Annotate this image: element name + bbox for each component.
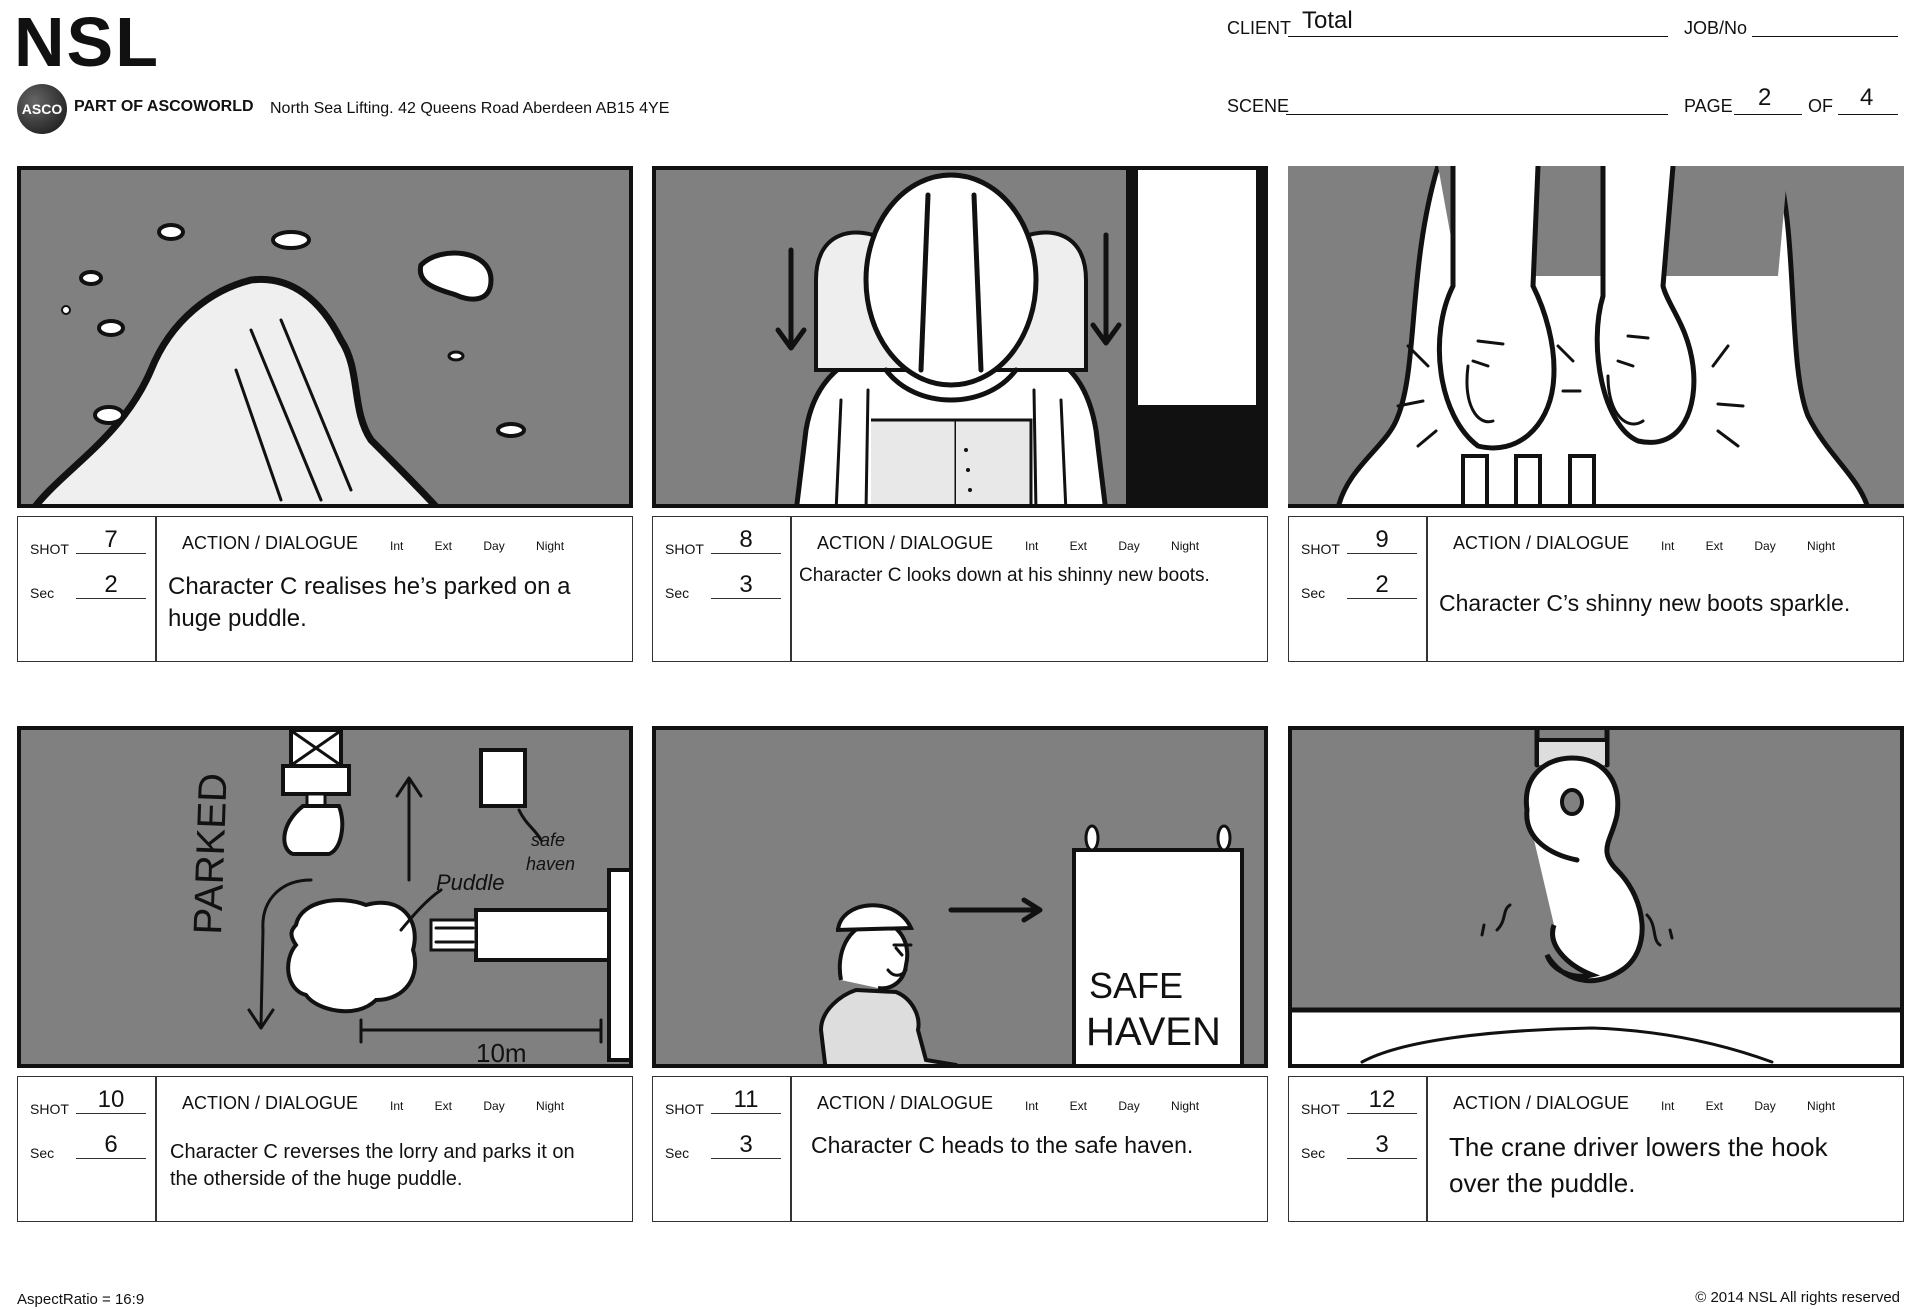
int-ext-day-night-options: Int Ext Day Night — [1025, 539, 1200, 553]
haven-label: haven — [526, 854, 576, 874]
int-ext-day-night-options: Int Ext Day Night — [390, 1099, 565, 1113]
puddle-sketch — [21, 170, 633, 508]
seconds-label: Sec — [30, 1145, 55, 1161]
int-ext-day-night-options: Int Ext Day Night — [1025, 1099, 1200, 1113]
details-divider — [155, 1077, 157, 1221]
shot-number: 11 — [711, 1087, 781, 1114]
haven-sign-text: HAVEN — [1086, 1010, 1221, 1054]
seconds-value: 6 — [76, 1132, 146, 1159]
page-value: 2 — [1758, 84, 1772, 111]
action-description: Character C’s shinny new boots sparkle. — [1439, 590, 1851, 616]
copyright-notice: © 2014 NSL All rights reserved — [1695, 1289, 1900, 1306]
shot-number: 8 — [711, 527, 781, 554]
safe-sign-text: SAFE — [1089, 965, 1184, 1006]
panel-shot-9 — [1288, 166, 1904, 508]
panel-shot-12 — [1288, 726, 1904, 1068]
safe-label: safe — [531, 830, 566, 850]
shot-label: SHOT — [1301, 541, 1340, 557]
action-dialogue-label: ACTION / DIALOGUE — [817, 533, 994, 553]
seconds-value: 3 — [711, 1132, 781, 1159]
details-divider — [1426, 1077, 1428, 1221]
shot-number: 10 — [76, 1087, 146, 1114]
seconds-value: 2 — [76, 572, 146, 599]
seconds-label: Sec — [665, 585, 690, 601]
action-description: Character C heads to the safe haven. — [811, 1132, 1194, 1158]
page-label: PAGE — [1684, 96, 1733, 116]
shot-10-details — [17, 1076, 633, 1222]
puddle-label: Puddle — [436, 870, 505, 895]
shot-label: SHOT — [1301, 1101, 1340, 1117]
shot-11-details — [652, 1076, 1268, 1222]
panel-shot-11 — [652, 726, 1268, 1068]
seconds-label: Sec — [1301, 1145, 1326, 1161]
action-dialogue-label: ACTION / DIALOGUE — [1453, 1093, 1630, 1113]
aspect-ratio-note: AspectRatio = 16:9 — [17, 1291, 145, 1308]
job-number-label: JOB/No — [1684, 18, 1748, 38]
action-dialogue-label: ACTION / DIALOGUE — [1453, 533, 1630, 553]
panel-shot-8 — [652, 166, 1268, 508]
shot-number: 7 — [76, 527, 146, 554]
details-divider — [1426, 517, 1428, 661]
action-description: Character C looks down at his shinny new boots. — [799, 565, 1210, 586]
crane-hook-sketch — [1292, 730, 1904, 1068]
action-dialogue-label: ACTION / DIALOGUE — [182, 533, 359, 553]
panel-shot-10 — [17, 726, 633, 1068]
heading-to-safe-haven-sketch — [656, 730, 1268, 1068]
nsl-logo: NSL — [14, 3, 160, 81]
page-field-line — [1734, 114, 1802, 115]
of-label: OF — [1808, 96, 1833, 116]
shot-number: 12 — [1347, 1087, 1417, 1114]
shot-9-details — [1288, 516, 1904, 662]
seconds-value: 3 — [711, 572, 781, 599]
seconds-label: Sec — [30, 585, 55, 601]
int-ext-day-night-options: Int Ext Day Night — [1661, 1099, 1836, 1113]
seconds-label: Sec — [665, 1145, 690, 1161]
shot-7-details — [17, 516, 633, 662]
scene-field-line — [1286, 114, 1668, 115]
client-value: Total — [1302, 7, 1353, 34]
int-ext-day-night-options: Int Ext Day Night — [1661, 539, 1836, 553]
shot-label: SHOT — [30, 541, 69, 557]
asco-logo-badge: ASCO — [17, 84, 67, 134]
company-address: North Sea Lifting. 42 Queens Road Aberdeen AB15 4YE — [270, 100, 670, 117]
distance-label: 10m — [476, 1038, 527, 1068]
shot-label: SHOT — [665, 541, 704, 557]
shot-label: SHOT — [30, 1101, 69, 1117]
action-description: Character C reverses the lorry and parks it on the otherside of the huge puddle. — [170, 1141, 575, 1190]
parking-diagram-sketch — [21, 730, 633, 1068]
seconds-label: Sec — [1301, 585, 1326, 601]
client-label: CLIENT — [1227, 18, 1292, 38]
client-field-line — [1288, 36, 1668, 37]
panel-shot-7 — [17, 166, 633, 508]
action-dialogue-label: ACTION / DIALOGUE — [817, 1093, 994, 1113]
action-description: Character C realises he’s parked on a huge puddle. — [168, 573, 571, 632]
sparkling-boots-sketch — [1288, 166, 1904, 508]
action-description: The crane driver lowers the hook over the puddle. — [1449, 1132, 1828, 1198]
total-pages-value: 4 — [1860, 84, 1874, 111]
seconds-value: 2 — [1347, 572, 1417, 599]
part-of-ascoworld: PART OF ASCOWORLD — [74, 98, 254, 115]
details-divider — [790, 1077, 792, 1221]
job-number-field-line — [1752, 36, 1898, 37]
shot-12-details — [1288, 1076, 1904, 1222]
seconds-value: 3 — [1347, 1132, 1417, 1159]
scene-label: SCENE — [1227, 96, 1290, 116]
int-ext-day-night-options: Int Ext Day Night — [390, 539, 565, 553]
shot-number: 9 — [1347, 527, 1417, 554]
details-divider — [155, 517, 157, 661]
parked-label: PARKED — [186, 772, 236, 936]
shot-8-details — [652, 516, 1268, 662]
shot-label: SHOT — [665, 1101, 704, 1117]
character-looking-down-sketch — [656, 170, 1268, 508]
action-dialogue-label: ACTION / DIALOGUE — [182, 1093, 359, 1113]
details-divider — [790, 517, 792, 661]
of-field-line — [1838, 114, 1898, 115]
